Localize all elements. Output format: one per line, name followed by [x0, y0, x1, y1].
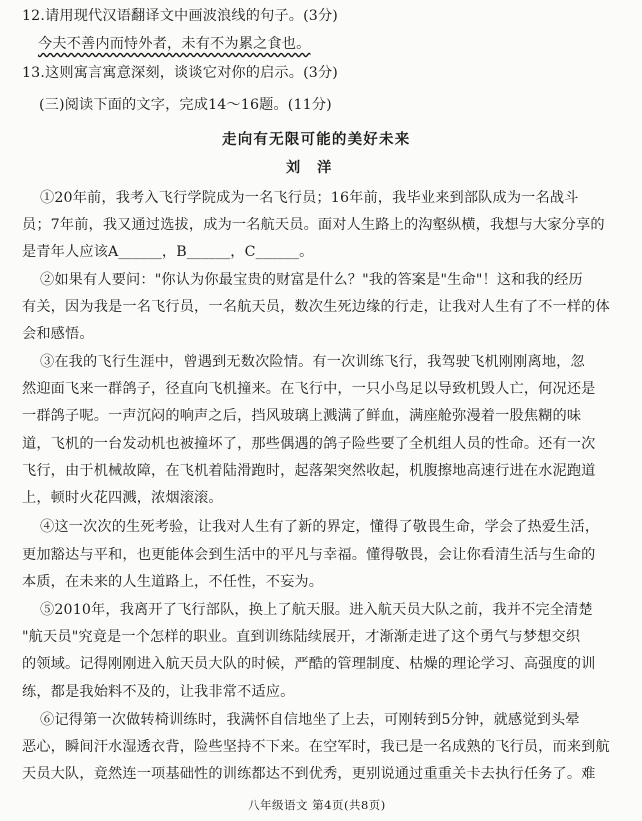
- body-line: 会和感悟。: [22, 326, 94, 342]
- question-12-wavy-sentence: 今夫不善内而恃外者，未有不为累之食也。: [38, 36, 311, 52]
- body-line: 是青年人应该A______，B______，C______。: [22, 244, 314, 260]
- page-footer: 八年级语文 第4页(共8页): [248, 798, 386, 812]
- body-line: 本质，在未来的人生道路上，不任性，不妄为。: [22, 574, 324, 590]
- body-line: ④这一次次的生死考验，让我对人生有了新的界定，懂得了敬畏生命，学会了热爱生活，: [40, 519, 600, 535]
- body-line: ①20年前，我考入飞行学院成为一名飞行员；16年前，我毕业来到部队成为一名战斗: [40, 190, 579, 206]
- body-line: 上，顿时火花四溅，浓烟滚滚。: [22, 490, 223, 506]
- body-line: ⑤2010年，我离开了飞行部队，换上了航天服。进入航天员大队之前，我并不完全清楚: [40, 602, 593, 618]
- body-line: 道，飞机的一台发动机也被撞坏了，那些偶遇的鸽子险些要了全机组人员的性命。还有一次: [22, 436, 596, 452]
- body-line: 有关，因为我是一名飞行员，一名航天员，数次生死边缘的行走，让我对人生有了不一样的体: [22, 299, 610, 315]
- section-instruction: (三)阅读下面的文字，完成14～16题。(11分): [39, 97, 332, 113]
- body-line: 天员大队，竟然连一项基础性的训练都达不到优秀，更别说通过重重关卡去执行任务了。难: [22, 766, 596, 782]
- article-title: 走向有无限可能的美好未来: [222, 131, 411, 148]
- body-line: 飞行，由于机械故障，在飞机着陆滑跑时，起落架突然收起，机腹擦地高速行进在水泥跑道: [22, 463, 596, 479]
- body-line: 然迎面飞来一群鸽子，径直向飞机撞来。在飞行中，一只小鸟足以导致机毁人亡，何况还是: [22, 381, 596, 397]
- body-line: 的领域。记得刚刚进入航天员大队的时候，严酷的管理制度、枯燥的理论学习、高强度的训: [22, 656, 596, 672]
- body-line: ⑥记得第一次做转椅训练时，我满怀自信地坐了上去，可刚转到5分钟，就感觉到头晕: [40, 712, 580, 728]
- article-author: 刘 洋: [286, 160, 338, 176]
- body-line: "航天员"究竟是一个怎样的职业。直到训练陆续展开，才渐渐走进了这个勇气与梦想交织: [22, 629, 581, 645]
- body-line: 员；7年前，我又通过选拔，成为一名航天员。面对人生路上的沟壑纵横，我想与大家分享的: [22, 217, 605, 233]
- body-line: 练，都是我始料不及的，让我非常不适应。: [22, 684, 295, 700]
- question-12: 12.请用现代汉语翻译文中画波浪线的句子。(3分): [22, 8, 338, 24]
- body-line: ②如果有人要问："你认为你最宝贵的财富是什么？"我的答案是"生命"！这和我的经历: [40, 272, 583, 288]
- question-13: 13.这则寓言寓意深刻，谈谈它对你的启示。(3分): [22, 65, 338, 81]
- body-line: ③在我的飞行生涯中，曾遇到无数次险情。有一次训练飞行，我驾驶飞机刚刚离地，忽: [40, 354, 585, 370]
- body-line: 一群鸽子呢。一声沉闷的响声之后，挡风玻璃上溅满了鲜血，满座舱弥漫着一股焦糊的味: [22, 408, 582, 424]
- body-line: 恶心，瞬间汗水湿透衣背，险些坚持不下来。在空军时，我已是一名成熟的飞行员，而来到航: [22, 739, 610, 755]
- body-line: 更加豁达与平和，也更能体会到生活中的平凡与幸福。懂得敬畏，会让你看清生活与生命的: [22, 547, 596, 563]
